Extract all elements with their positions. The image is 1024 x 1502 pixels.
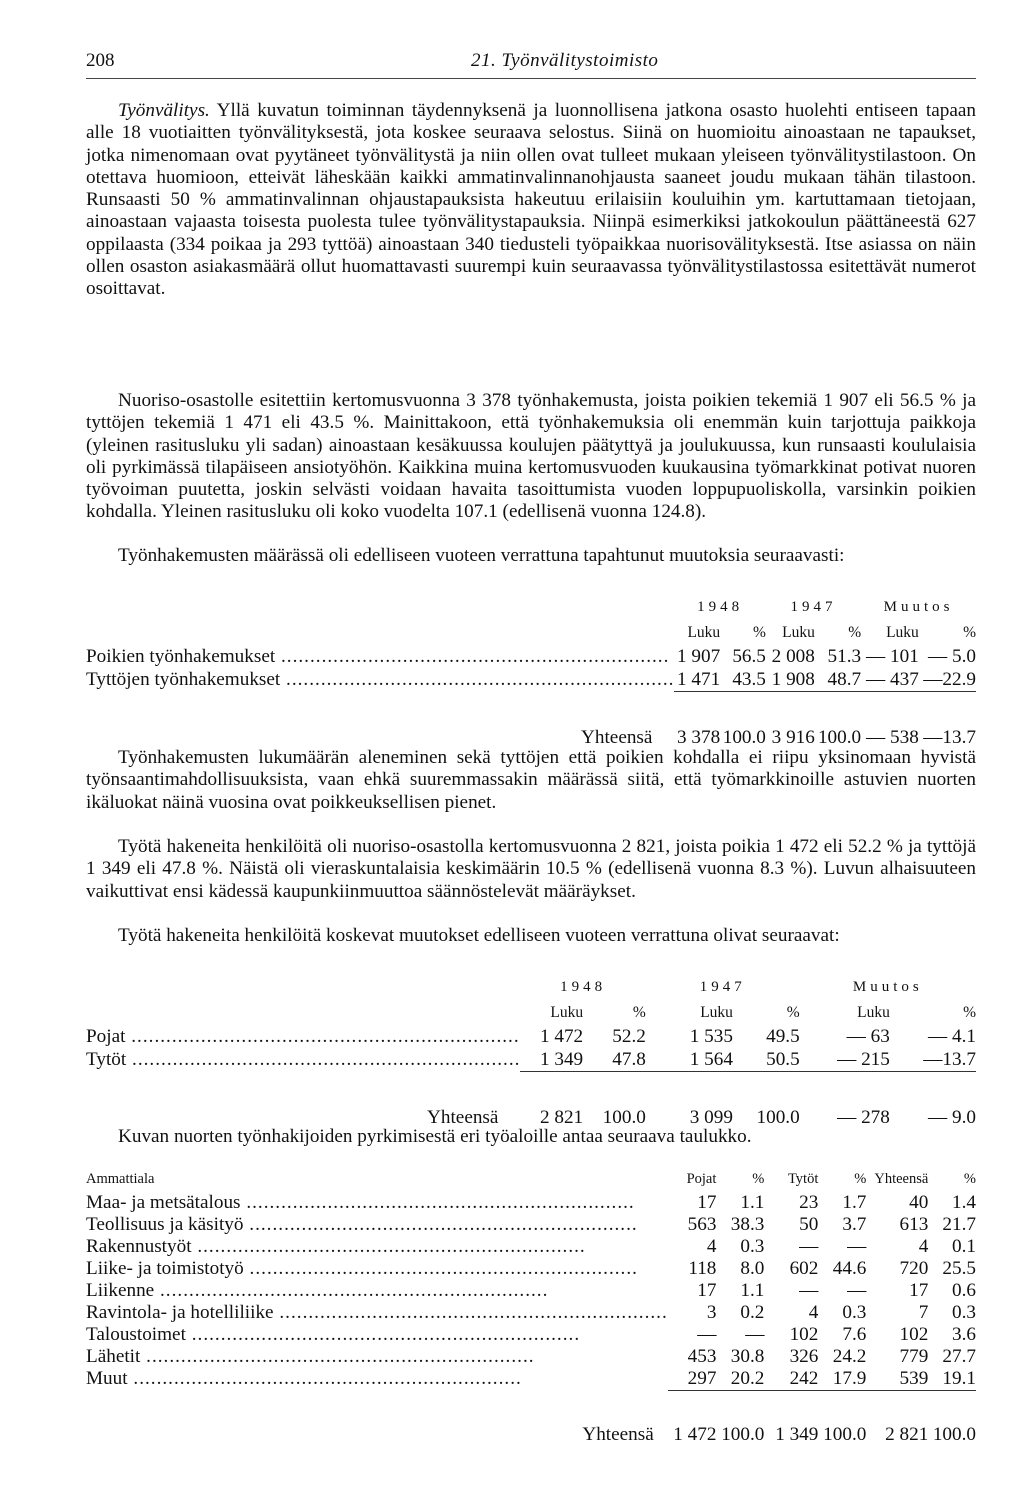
table-row <box>86 1324 976 1346</box>
subheader: Luku <box>782 623 815 641</box>
cell: 19.1 <box>942 1368 976 1389</box>
cell: 49.5 <box>766 1025 800 1047</box>
cell: 0.6 <box>952 1280 976 1301</box>
cell: 1 535 <box>689 1025 733 1047</box>
cell: — 215 <box>837 1048 890 1070</box>
cell: 1 907 <box>676 645 721 667</box>
cell: 38.3 <box>730 1214 765 1235</box>
cell: 1.1 <box>740 1192 765 1213</box>
paragraph-applicants: Työtä hakeneita henkilöitä oli nuoriso-osastolla kertomusvuonna 2 821, joista poikia 1 472 eli 52.2 % ja tyttöjä 1 349 eli 47.8 %. Näistä oli vieraskuntalaisia keskimäärin 10.5 % (edellisenä vuonna 8.3 %). Luvun alhaisuuteen vaikuttivat ensi kädessä kaupunkiinmuuttoa säännöstelevät määräykset. <box>86 836 976 902</box>
cell: 17 <box>909 1280 929 1301</box>
row-label: Teollisuus ja käsityö <box>86 1214 244 1235</box>
subheader: Luku <box>550 1003 584 1021</box>
subheader: % <box>848 623 862 641</box>
table-year-row <box>86 974 976 1000</box>
cell: 17.9 <box>832 1368 867 1389</box>
cell: 100.0 <box>602 1107 646 1128</box>
cell: 27.7 <box>942 1346 976 1367</box>
cell: 52.2 <box>612 1025 646 1047</box>
cell: 1 472 <box>673 1424 717 1446</box>
subheader: % <box>752 623 766 641</box>
cell: — 9.0 <box>928 1107 976 1128</box>
cell: — <box>847 1280 867 1301</box>
paragraph-applications: Nuoriso-osastolle esitettiin kertomusvuonna 3 378 työnhakemusta, joista poikien tekemiä 1 907 eli 56.5 % ja tyttöjen tekemiä 1 471 eli 43.5 %. Mainittakoon, että työnhakemuksia oli enemmän kuin tarjottuja paikkoja (yleinen rasitusluku yli sadan) ainoastaan kesäkuussa koulujen päätyttyä ja joulukuussa, kun runsaasti koululaisia oli pyrkimässä tilapäiseen ansiotyöhön. Kaikkina muina kertomusvuoden kuukausina työmarkkinat potivat nuoren työvoiman puutetta, joskin selvästi voidaan havaita tasoittumista vuoden loppupuoliskolla, varsinkin poikien kohdalla. Yleinen rasitusluku oli koko vuodelta 107.1 (edellisenä vuonna 124.8). <box>86 390 976 523</box>
cell: 3 <box>706 1302 717 1323</box>
cell: — <box>847 1236 867 1257</box>
cell: 1.1 <box>740 1280 765 1301</box>
table-row <box>86 645 976 668</box>
cell: 102 <box>789 1324 819 1345</box>
subheader: Luku <box>687 623 721 641</box>
subheader: Luku <box>700 1003 733 1021</box>
paragraph-changes-intro: Työnhakemusten määrässä oli edelliseen vuoteen verrattuna tapahtunut muutoksia seuraavasti: <box>118 545 845 566</box>
cell: — 4.1 <box>928 1025 976 1047</box>
cell: 50.5 <box>766 1048 800 1070</box>
year-header: 1948 <box>697 598 744 615</box>
table-row <box>86 1302 976 1324</box>
cell: 100.0 <box>823 1424 867 1446</box>
table-row <box>86 1236 976 1258</box>
cell: 779 <box>899 1346 929 1367</box>
row-label: Lähetit <box>86 1346 141 1367</box>
cell: 453 <box>687 1346 717 1367</box>
table-total-row <box>86 715 976 750</box>
year-header: Muutos <box>883 598 954 615</box>
column-header: % <box>963 1170 976 1187</box>
cell: 50 <box>799 1214 819 1235</box>
cell: —13.7 <box>923 727 976 748</box>
running-title: 21. Työnvälitystoimisto <box>471 50 659 71</box>
cell: 23 <box>799 1192 819 1213</box>
cell: 7.6 <box>842 1324 867 1345</box>
paragraph-applicant-changes: Työtä hakeneita henkilöitä koskevat muutokset edelliseen vuoteen verrattuna olivat seuraavat: <box>118 925 840 946</box>
total-label: Yhteensä <box>427 1107 499 1128</box>
cell: 0.1 <box>952 1236 976 1257</box>
table-rule <box>86 1072 976 1095</box>
cell: — 437 <box>866 668 919 690</box>
cell: 51.3 <box>827 645 862 667</box>
subheader: % <box>786 1003 800 1021</box>
cell: 1.4 <box>952 1192 976 1213</box>
year-header: Muutos <box>852 978 923 995</box>
occupation-rows <box>86 1192 976 1391</box>
cell: 1 349 <box>775 1424 819 1446</box>
column-header: Tytöt <box>787 1170 819 1187</box>
cell: 1 349 <box>539 1048 584 1070</box>
cell: — <box>745 1324 765 1345</box>
cell: 48.7 <box>827 668 862 690</box>
page-header <box>86 48 976 79</box>
intro-lead: Työnvälitys. <box>118 100 210 121</box>
cell: 2 821 <box>539 1107 584 1128</box>
cell: — 63 <box>846 1025 890 1047</box>
cell: 326 <box>789 1346 819 1367</box>
cell: 8.0 <box>740 1258 765 1279</box>
cell: — 538 <box>866 727 919 748</box>
cell: — 5.0 <box>928 645 976 667</box>
cell: — <box>799 1280 819 1301</box>
table-row <box>86 1048 976 1072</box>
cell: 4 <box>918 1236 929 1257</box>
cell: 100.0 <box>722 727 766 748</box>
row-label: Rakennustyöt <box>86 1236 192 1257</box>
table-header-row <box>86 1166 976 1192</box>
cell: 43.5 <box>732 668 766 690</box>
cell: 21.7 <box>942 1214 976 1235</box>
year-header: 1947 <box>790 598 837 615</box>
cell: 1 471 <box>676 668 721 690</box>
cell: — 278 <box>837 1107 890 1128</box>
cell: 613 <box>899 1214 929 1235</box>
applicants-table <box>86 974 976 1130</box>
table-row <box>86 1025 976 1048</box>
cell: 47.8 <box>612 1048 646 1070</box>
cell: 720 <box>899 1258 929 1279</box>
cell: 3 378 <box>676 727 721 748</box>
cell: 0.3 <box>842 1302 867 1323</box>
cell: 40 <box>909 1192 929 1213</box>
table-row <box>86 1280 976 1302</box>
cell: —22.9 <box>923 668 976 690</box>
table-total-row <box>86 1412 976 1446</box>
cell: 602 <box>789 1258 819 1279</box>
table-row <box>86 1368 976 1391</box>
cell: 100.0 <box>756 1107 800 1128</box>
paragraph-occupation-intro: Kuvan nuorten työnhakijoiden pyrkimisestä eri työaloille antaa seuraava taulukko. <box>118 1126 752 1147</box>
row-label: Liikenne <box>86 1280 155 1301</box>
cell: 563 <box>687 1214 717 1235</box>
cell: 118 <box>688 1258 717 1279</box>
row-label: Poikien työnhakemukset <box>86 645 276 667</box>
table-row <box>86 1214 976 1236</box>
subheader: Luku <box>857 1003 890 1021</box>
intro-text: Yllä kuvatun toiminnan täydennyksenä ja luonnollisena jatkona osasto huolehti entiseen tapaan alle 18 vuotiaitten työnvälityksestä, jota koskee seuraava selostus. Siinä on huomioitu ainoastaan ne tapaukset, jotka nimenomaan ovat pyytäneet työnvälitystä ja niin ollen ovat tulleet mukaan yleiseen työnvälitystilastoon. On otettava huomioon, etteivät läheskään kaikki ammatinvalinnanohjausta saaneet joudu mukaan tähän tilastoon. Runsaasti 50 % ammatinvalinnan ohjaustapauksista hakeutuu erilaisiin kouluihin ym. kartuttamaan tietojaan, ainoastaan vajaasta toisesta puolesta tulee työnvälitystapauksia. Niinpä esimerkiksi jatkokoulun päättäneestä 627 oppilaasta (334 poikaa ja 293 tyttöä) ainoastaan 340 tiedusteli työpaikkaa nuorisovälityksestä. Itse asiassa on näin ollen osaston asiakasmäärä ollut huomattavasti suurempi kuin seuraavassa työnvälitystilastossa esitettävät numerot osoittavat. <box>86 100 976 300</box>
year-header: 1948 <box>560 978 607 995</box>
cell: 100.0 <box>817 727 862 748</box>
cell: 25.5 <box>942 1258 976 1279</box>
cell: 3 916 <box>771 727 815 748</box>
cell: 20.2 <box>730 1368 765 1389</box>
cell: 2 008 <box>771 645 815 667</box>
cell: 0.2 <box>740 1302 765 1323</box>
cell: — 101 <box>866 645 919 667</box>
cell: 3 099 <box>689 1107 733 1128</box>
cell: 24.2 <box>832 1346 867 1367</box>
intro-paragraph <box>86 100 976 301</box>
row-label: Tyttöjen työnhakemukset <box>86 668 281 690</box>
paragraph-decrease: Työnhakemusten lukumäärän aleneminen sekä tyttöjen että poikien kohdalla ei riipu yksinomaan hyvistä työnsaantimahdollisuuksista, vaan ehkä suuremmassakin määrässä siitä, että työmarkkinoille astuvien nuorten ikäluokat näinä vuosina ovat poikkeuksellisen pienet. <box>86 747 976 813</box>
row-label: Maa- ja metsätalous <box>86 1192 241 1213</box>
cell: 2 821 <box>885 1424 929 1446</box>
cell: 3.6 <box>952 1324 976 1345</box>
column-header: Ammattiala <box>86 1170 155 1187</box>
total-label: Yhteensä <box>582 1424 654 1446</box>
column-header: % <box>752 1170 765 1187</box>
cell: 1.7 <box>842 1192 867 1213</box>
cell: 102 <box>899 1324 929 1345</box>
table-subheader-row <box>86 620 976 645</box>
row-label: Taloustoimet <box>86 1324 186 1345</box>
cell: —13.7 <box>923 1048 976 1070</box>
row-label: Pojat <box>86 1025 126 1047</box>
year-header: 1947 <box>699 978 746 995</box>
table-rule <box>86 1391 976 1413</box>
applications-table <box>86 594 976 750</box>
cell: — <box>799 1236 819 1257</box>
subheader: % <box>963 623 976 641</box>
cell: 56.5 <box>732 645 766 667</box>
cell: 539 <box>899 1368 929 1389</box>
column-header: % <box>854 1170 867 1187</box>
cell: 3.7 <box>842 1214 867 1235</box>
table-rule <box>86 692 976 715</box>
row-label: Tytöt <box>86 1048 127 1070</box>
cell: 0.3 <box>952 1302 976 1323</box>
cell: 100.0 <box>721 1424 765 1446</box>
cell: 0.3 <box>740 1236 765 1257</box>
table-row <box>86 1192 976 1214</box>
table-row <box>86 668 976 692</box>
cell: 30.8 <box>730 1346 765 1367</box>
table-total-row <box>86 1095 976 1130</box>
row-label: Liike- ja toimistotyö <box>86 1258 244 1279</box>
page-number: 208 <box>86 50 115 71</box>
cell: 17 <box>697 1280 717 1301</box>
table-year-row <box>86 594 976 620</box>
cell: 4 <box>706 1236 717 1257</box>
total-label: Yhteensä <box>581 727 653 748</box>
cell: — <box>697 1324 717 1345</box>
row-label: Ravintola- ja hotelliliike <box>86 1302 274 1323</box>
cell: 1 908 <box>771 668 815 690</box>
cell: 1 564 <box>689 1048 733 1070</box>
cell: 17 <box>697 1192 717 1213</box>
subheader: Luku <box>886 623 919 641</box>
column-header: Yhteensä <box>874 1170 929 1187</box>
table-subheader-row <box>86 1000 976 1025</box>
table-row <box>86 1258 976 1280</box>
column-header: Pojat <box>686 1170 717 1187</box>
cell: 242 <box>789 1368 819 1389</box>
cell: 100.0 <box>932 1424 976 1446</box>
cell: 1 472 <box>539 1025 584 1047</box>
cell: 44.6 <box>832 1258 867 1279</box>
cell: 297 <box>687 1368 717 1389</box>
row-label: Muut <box>86 1368 128 1390</box>
cell: 7 <box>918 1302 929 1323</box>
table-row <box>86 1346 976 1368</box>
subheader: % <box>632 1003 646 1021</box>
cell: 4 <box>808 1302 819 1323</box>
subheader: % <box>963 1003 976 1021</box>
occupation-table <box>86 1166 976 1446</box>
